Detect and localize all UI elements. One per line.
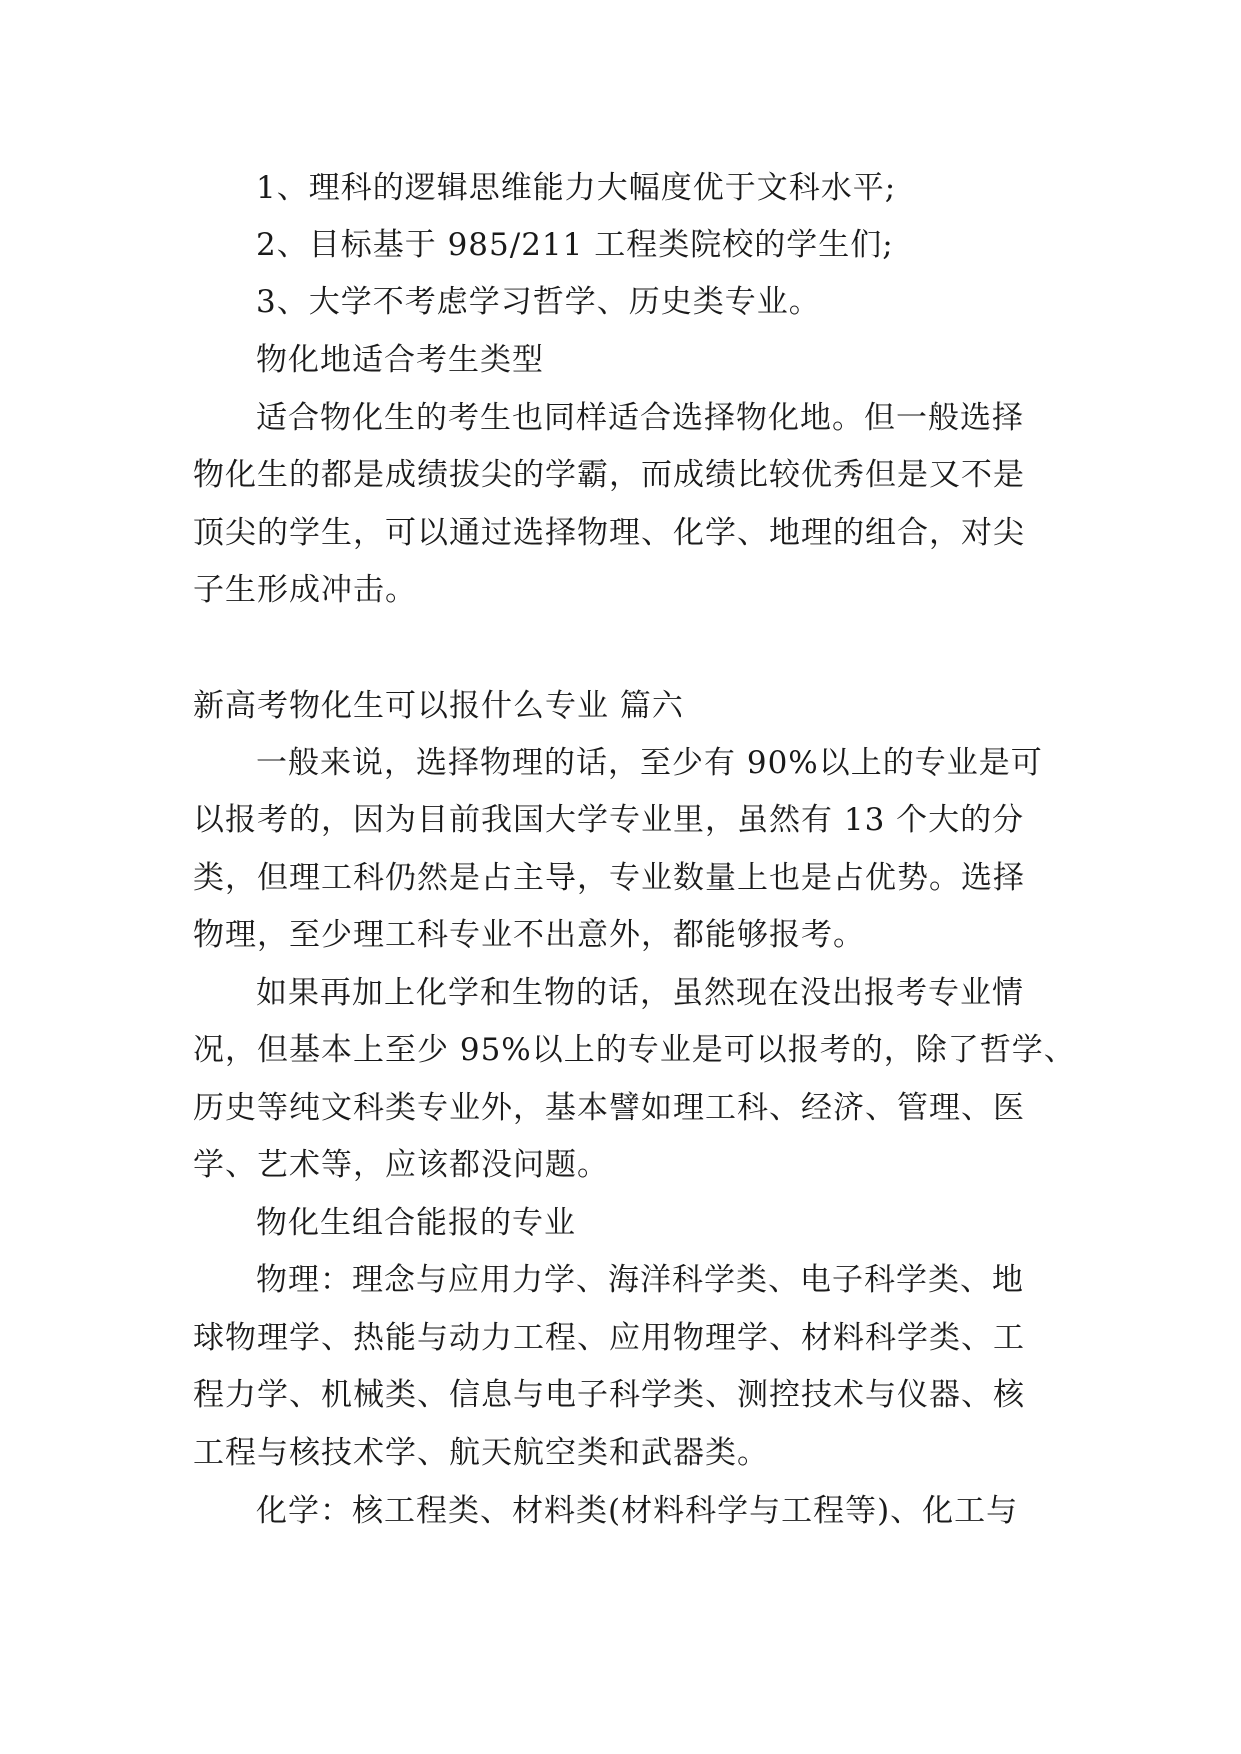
paragraph-line: 化学：核工程类、材料类(材料科学与工程等)、化工与 — [256, 1493, 1019, 1529]
paragraph-line: 顶尖的学生，可以通过选择物理、化学、地理的组合，对尖 — [193, 515, 1025, 551]
paragraph-line: 子生形成冲击。 — [193, 572, 417, 608]
paragraph-line: 物化生的都是成绩拔尖的学霸，而成绩比较优秀但是又不是 — [193, 457, 1025, 493]
list-item-3: 3、大学不考虑学习哲学、历史类专业。 — [256, 284, 821, 320]
paragraph-line: 程力学、机械类、信息与电子科学类、测控技术与仪器、核 — [193, 1377, 1025, 1413]
subheading-wuhuasheng: 物化生组合能报的专业 — [256, 1205, 576, 1241]
paragraph-line: 工程与核技术学、航天航空类和武器类。 — [193, 1435, 769, 1471]
paragraph-line: 学、艺术等，应该都没问题。 — [193, 1147, 609, 1183]
paragraph-line: 历史等纯文科类专业外，基本譬如理工科、经济、管理、医 — [193, 1090, 1025, 1126]
paragraph-line: 类，但理工科仍然是占主导，专业数量上也是占优势。选择 — [193, 860, 1025, 896]
list-item-2: 2、目标基于 985/211 工程类院校的学生们; — [256, 227, 894, 263]
paragraph-line: 适合物化生的考生也同样适合选择物化地。但一般选择 — [256, 400, 1024, 436]
paragraph-line: 一般来说，选择物理的话，至少有 90%以上的专业是可 — [256, 745, 1043, 781]
list-item-1: 1、理科的逻辑思维能力大幅度优于文科水平; — [256, 170, 897, 206]
subheading-wuhuadi: 物化地适合考生类型 — [256, 342, 544, 378]
section-heading: 新高考物化生可以报什么专业 篇六 — [193, 688, 684, 724]
paragraph-line: 以报考的，因为目前我国大学专业里，虽然有 13 个大的分 — [193, 802, 1025, 838]
paragraph-line: 况，但基本上至少 95%以上的专业是可以报考的，除了哲学、 — [193, 1032, 1076, 1068]
paragraph-line: 物理，至少理工科专业不出意外，都能够报考。 — [193, 917, 865, 953]
paragraph-line: 如果再加上化学和生物的话，虽然现在没出报考专业情 — [256, 975, 1024, 1011]
paragraph-line: 球物理学、热能与动力工程、应用物理学、材料科学类、工 — [193, 1320, 1025, 1356]
paragraph-line: 物理：理念与应用力学、海洋科学类、电子科学类、地 — [256, 1262, 1024, 1298]
